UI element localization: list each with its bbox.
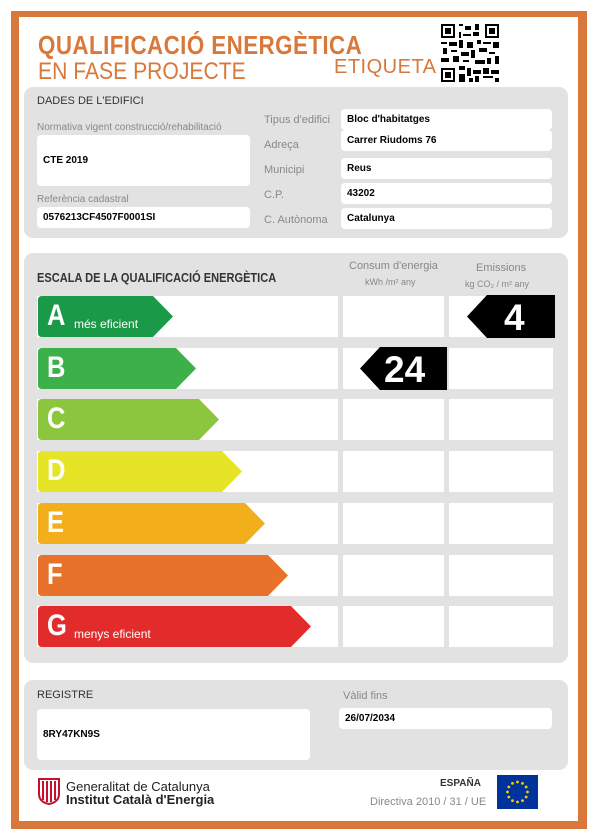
qr-code-icon	[441, 24, 499, 82]
indicator-value: 24	[384, 349, 426, 390]
class-arrow-shape	[38, 555, 288, 596]
eu-star	[521, 782, 524, 785]
class-letter: D	[47, 454, 66, 487]
class-letter: F	[47, 558, 63, 591]
energy-class-c	[38, 399, 219, 440]
etiqueta-label: ETIQUETA	[334, 56, 437, 78]
normativa-field: CTE 2019	[37, 135, 250, 186]
emissions-cell	[449, 399, 553, 440]
eu-star	[507, 786, 510, 789]
eu-star	[511, 799, 514, 802]
emissions-cell	[449, 606, 553, 647]
class-arrow-shape	[38, 503, 265, 544]
eu-star	[516, 781, 519, 784]
municipi-label: Municipi	[264, 164, 305, 176]
registre-title: REGISTRE	[37, 689, 94, 701]
scale-title: ESCALA DE LA QUALIFICACIÓ ENERGÈTICA	[37, 270, 277, 285]
emissions-label: Emissions	[476, 262, 527, 274]
generalitat-logo-icon	[38, 777, 60, 805]
org-line1: Generalitat de Catalunya	[66, 779, 210, 794]
tipus-label: Tipus d'edifici	[264, 114, 330, 126]
tipus-field: Bloc d'habitatges	[341, 109, 552, 130]
class-note: menys eficient	[74, 627, 151, 641]
eu-star	[507, 796, 510, 799]
eu-star	[525, 796, 528, 799]
class-letter: G	[47, 609, 67, 642]
autonoma-label: C. Autònoma	[264, 214, 328, 226]
adreca-field: Carrer Riudoms 76	[341, 130, 552, 151]
consum-cell	[343, 296, 444, 337]
consum-unit: kWh /m² any	[365, 277, 416, 287]
normativa-label: Normativa vigent construcció/rehabilitació	[37, 122, 222, 133]
class-letter: E	[47, 506, 65, 539]
energy-class-b	[38, 348, 196, 389]
consum-cell	[343, 555, 444, 596]
class-letter: A	[47, 299, 66, 332]
ref-cadastral-label: Referència cadastral	[37, 194, 129, 205]
title-line1: QUALIFICACIÓ ENERGÈTICA	[38, 30, 363, 60]
class-arrow-shape	[38, 451, 242, 492]
country-label: ESPAÑA	[440, 778, 481, 789]
emissions-unit: kg CO₂ / m² any	[465, 279, 530, 289]
consum-cell	[343, 451, 444, 492]
eu-star	[526, 791, 529, 794]
title-line2: EN FASE PROJECTE	[38, 58, 246, 85]
municipi-field: Reus	[341, 158, 552, 179]
energy-class-e	[38, 503, 265, 544]
valid-label: Vàlid fins	[343, 690, 388, 702]
consum-cell	[343, 503, 444, 544]
cp-field: 43202	[341, 183, 552, 204]
energy-class-g	[38, 606, 311, 647]
class-letter: B	[47, 351, 66, 384]
emissions-cell	[449, 555, 553, 596]
valid-field: 26/07/2034	[339, 708, 552, 729]
eu-star	[516, 801, 519, 804]
energy-class-f	[38, 555, 288, 596]
energy-class-a	[38, 296, 173, 337]
org-line2: Institut Català d'Energia	[66, 792, 215, 807]
autonoma-field: Catalunya	[341, 208, 552, 229]
directive-label: Directiva 2010 / 31 / UE	[370, 796, 487, 808]
registre-field: 8RY47KN9S	[37, 709, 310, 760]
emissions-cell	[449, 503, 553, 544]
eu-flag-icon	[497, 775, 538, 809]
building-section-title: DADES DE L'EDIFICI	[37, 95, 144, 107]
cp-label: C.P.	[264, 189, 284, 201]
consum-cell	[343, 606, 444, 647]
eu-star	[506, 791, 509, 794]
emissions-cell	[449, 348, 553, 389]
class-letter: C	[47, 402, 66, 435]
adreca-label: Adreça	[264, 139, 299, 151]
consum-label: Consum d'energia	[349, 260, 438, 272]
consum-cell	[343, 399, 444, 440]
eu-star	[525, 786, 528, 789]
emissions-cell	[449, 451, 553, 492]
class-note: més eficient	[74, 317, 139, 331]
consum-indicator	[360, 347, 447, 390]
emissions-indicator	[467, 295, 555, 338]
eu-star	[511, 782, 514, 785]
ref-cadastral-field: 0576213CF4507F0001SI	[37, 207, 250, 228]
energy-class-d	[38, 451, 242, 492]
indicator-value: 4	[504, 297, 525, 338]
eu-star	[521, 799, 524, 802]
